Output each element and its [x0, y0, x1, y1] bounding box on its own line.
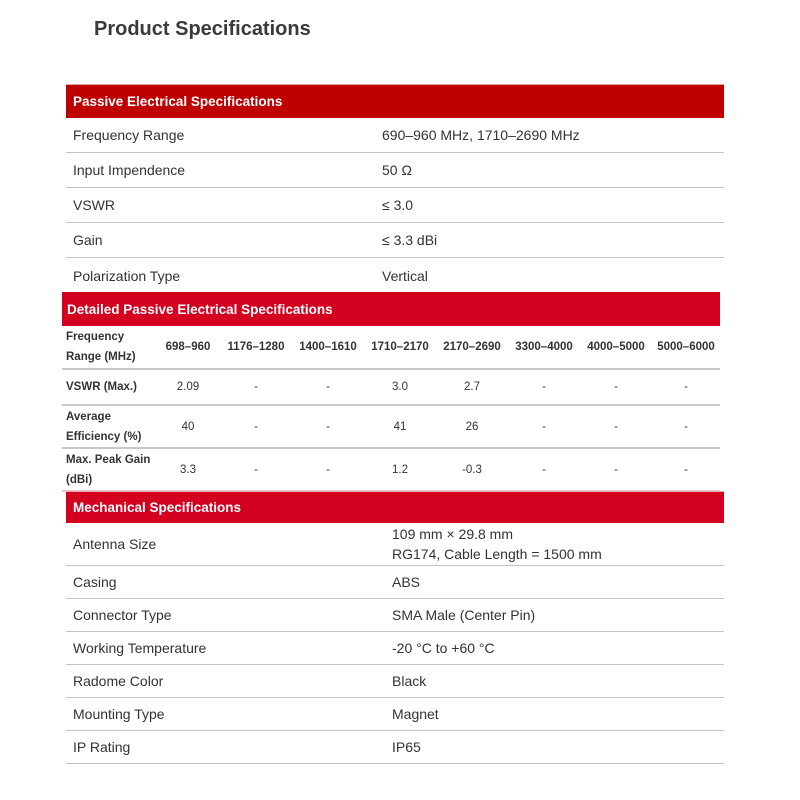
- spec-value: Vertical: [382, 267, 428, 284]
- spec-label: VSWR: [73, 197, 115, 213]
- column-header: 5000–6000: [652, 326, 720, 369]
- column-header: 1176–1280: [220, 326, 292, 369]
- header-label: [62, 326, 156, 369]
- table-cell: 41: [364, 405, 436, 448]
- table-row: [62, 369, 720, 405]
- row-label: [62, 405, 156, 448]
- table-cell: -: [580, 405, 652, 448]
- table-cell: -: [580, 448, 652, 491]
- spec-value: ≤ 3.3 dBi: [382, 232, 438, 248]
- row-label-line2: Efficiency (%): [66, 430, 142, 443]
- spec-row-frequency-range: [66, 118, 724, 153]
- spec-label: IP Rating: [73, 739, 131, 755]
- spec-value-line2: RG174, Cable Length = 1500 mm: [392, 546, 602, 562]
- spec-label: Casing: [73, 574, 117, 590]
- column-header: 1710–2170: [364, 326, 436, 369]
- column-header: 1400–1610: [292, 326, 364, 369]
- table-cell: 40: [156, 405, 220, 448]
- row-label: [62, 448, 156, 491]
- spec-value: ABS: [392, 574, 421, 590]
- spec-label: Gain: [73, 232, 103, 248]
- spec-row-radome-color: [66, 665, 724, 698]
- table-cell: -: [508, 369, 580, 405]
- table-cell: -: [292, 369, 364, 405]
- table-cell: -: [652, 405, 720, 448]
- section-header: Detailed Passive Electrical Specifications: [62, 292, 720, 326]
- detailed-spec-table: [62, 326, 720, 492]
- column-header: 4000–5000: [580, 326, 652, 369]
- table-cell: -: [292, 405, 364, 448]
- spec-label: Antenna Size: [73, 536, 157, 552]
- column-header: 3300–4000: [508, 326, 580, 369]
- spec-value: IP65: [392, 739, 421, 755]
- spec-row-polarization: [66, 258, 724, 293]
- spec-row-casing: [66, 566, 724, 599]
- table-cell: 2.09: [156, 369, 220, 405]
- table-cell: -: [220, 369, 292, 405]
- table-cell: -: [508, 405, 580, 448]
- table-cell: -: [292, 448, 364, 491]
- spec-row-gain: [66, 223, 724, 258]
- column-header: 698–960: [156, 326, 220, 369]
- table-cell: -: [652, 448, 720, 491]
- table-cell: -: [220, 448, 292, 491]
- spec-row-vswr: [66, 188, 724, 223]
- spec-row-mounting-type: [66, 698, 724, 731]
- spec-value-line1: 109 mm × 29.8 mm: [392, 526, 513, 542]
- table-cell: -0.3: [436, 448, 508, 491]
- spec-value: [384, 524, 724, 564]
- spec-label: Input Impendence: [73, 162, 186, 178]
- spec-label: Radome Color: [73, 673, 164, 689]
- table-cell: -: [508, 448, 580, 491]
- detailed-passive-section: [62, 292, 720, 492]
- row-label-line1: Max. Peak Gain: [66, 453, 151, 466]
- spec-value: 690–960 MHz, 1710–2690 MHz: [382, 127, 580, 143]
- table-cell: 26: [436, 405, 508, 448]
- spec-row-ip-rating: [66, 731, 724, 764]
- row-label-line2: (dBi): [66, 473, 93, 486]
- spec-row-input-impedance: [66, 153, 724, 188]
- passive-electrical-section: [66, 84, 724, 293]
- table-cell: -: [220, 405, 292, 448]
- spec-label: Polarization Type: [73, 267, 181, 284]
- spec-value: ≤ 3.0: [382, 197, 414, 213]
- header-label-line2: Range (MHz): [66, 351, 136, 363]
- table-cell: 2.7: [436, 369, 508, 405]
- column-header: 2170–2690: [436, 326, 508, 369]
- header-label-line1: Frequency: [66, 331, 125, 343]
- table-cell: 3.0: [364, 369, 436, 405]
- spec-label: Connector Type: [73, 607, 172, 623]
- spec-value: 50 Ω: [382, 162, 412, 178]
- spec-row-working-temperature: [66, 632, 724, 665]
- table-header-row: [62, 326, 720, 369]
- spec-row-antenna-size: [66, 523, 724, 566]
- page-title: Product Specifications: [94, 18, 311, 40]
- table-row: [62, 448, 720, 491]
- spec-value: -20 °C to +60 °C: [392, 640, 495, 656]
- spec-row-connector-type: [66, 599, 724, 632]
- spec-value: Black: [392, 673, 427, 689]
- table-cell: -: [652, 369, 720, 405]
- spec-label: Frequency Range: [73, 127, 185, 143]
- table-row: [62, 405, 720, 448]
- spec-value: SMA Male (Center Pin): [392, 607, 536, 623]
- table-cell: 3.3: [156, 448, 220, 491]
- spec-label: Mounting Type: [73, 706, 165, 722]
- table-cell: 1.2: [364, 448, 436, 491]
- section-header: Passive Electrical Specifications: [66, 84, 724, 118]
- spec-value: Magnet: [392, 706, 439, 722]
- row-label-line1: Average: [66, 410, 111, 423]
- mechanical-section: [66, 491, 724, 764]
- table-cell: -: [580, 369, 652, 405]
- section-header: Mechanical Specifications: [66, 491, 724, 523]
- spec-label: Working Temperature: [73, 640, 207, 656]
- row-label: VSWR (Max.): [62, 369, 156, 405]
